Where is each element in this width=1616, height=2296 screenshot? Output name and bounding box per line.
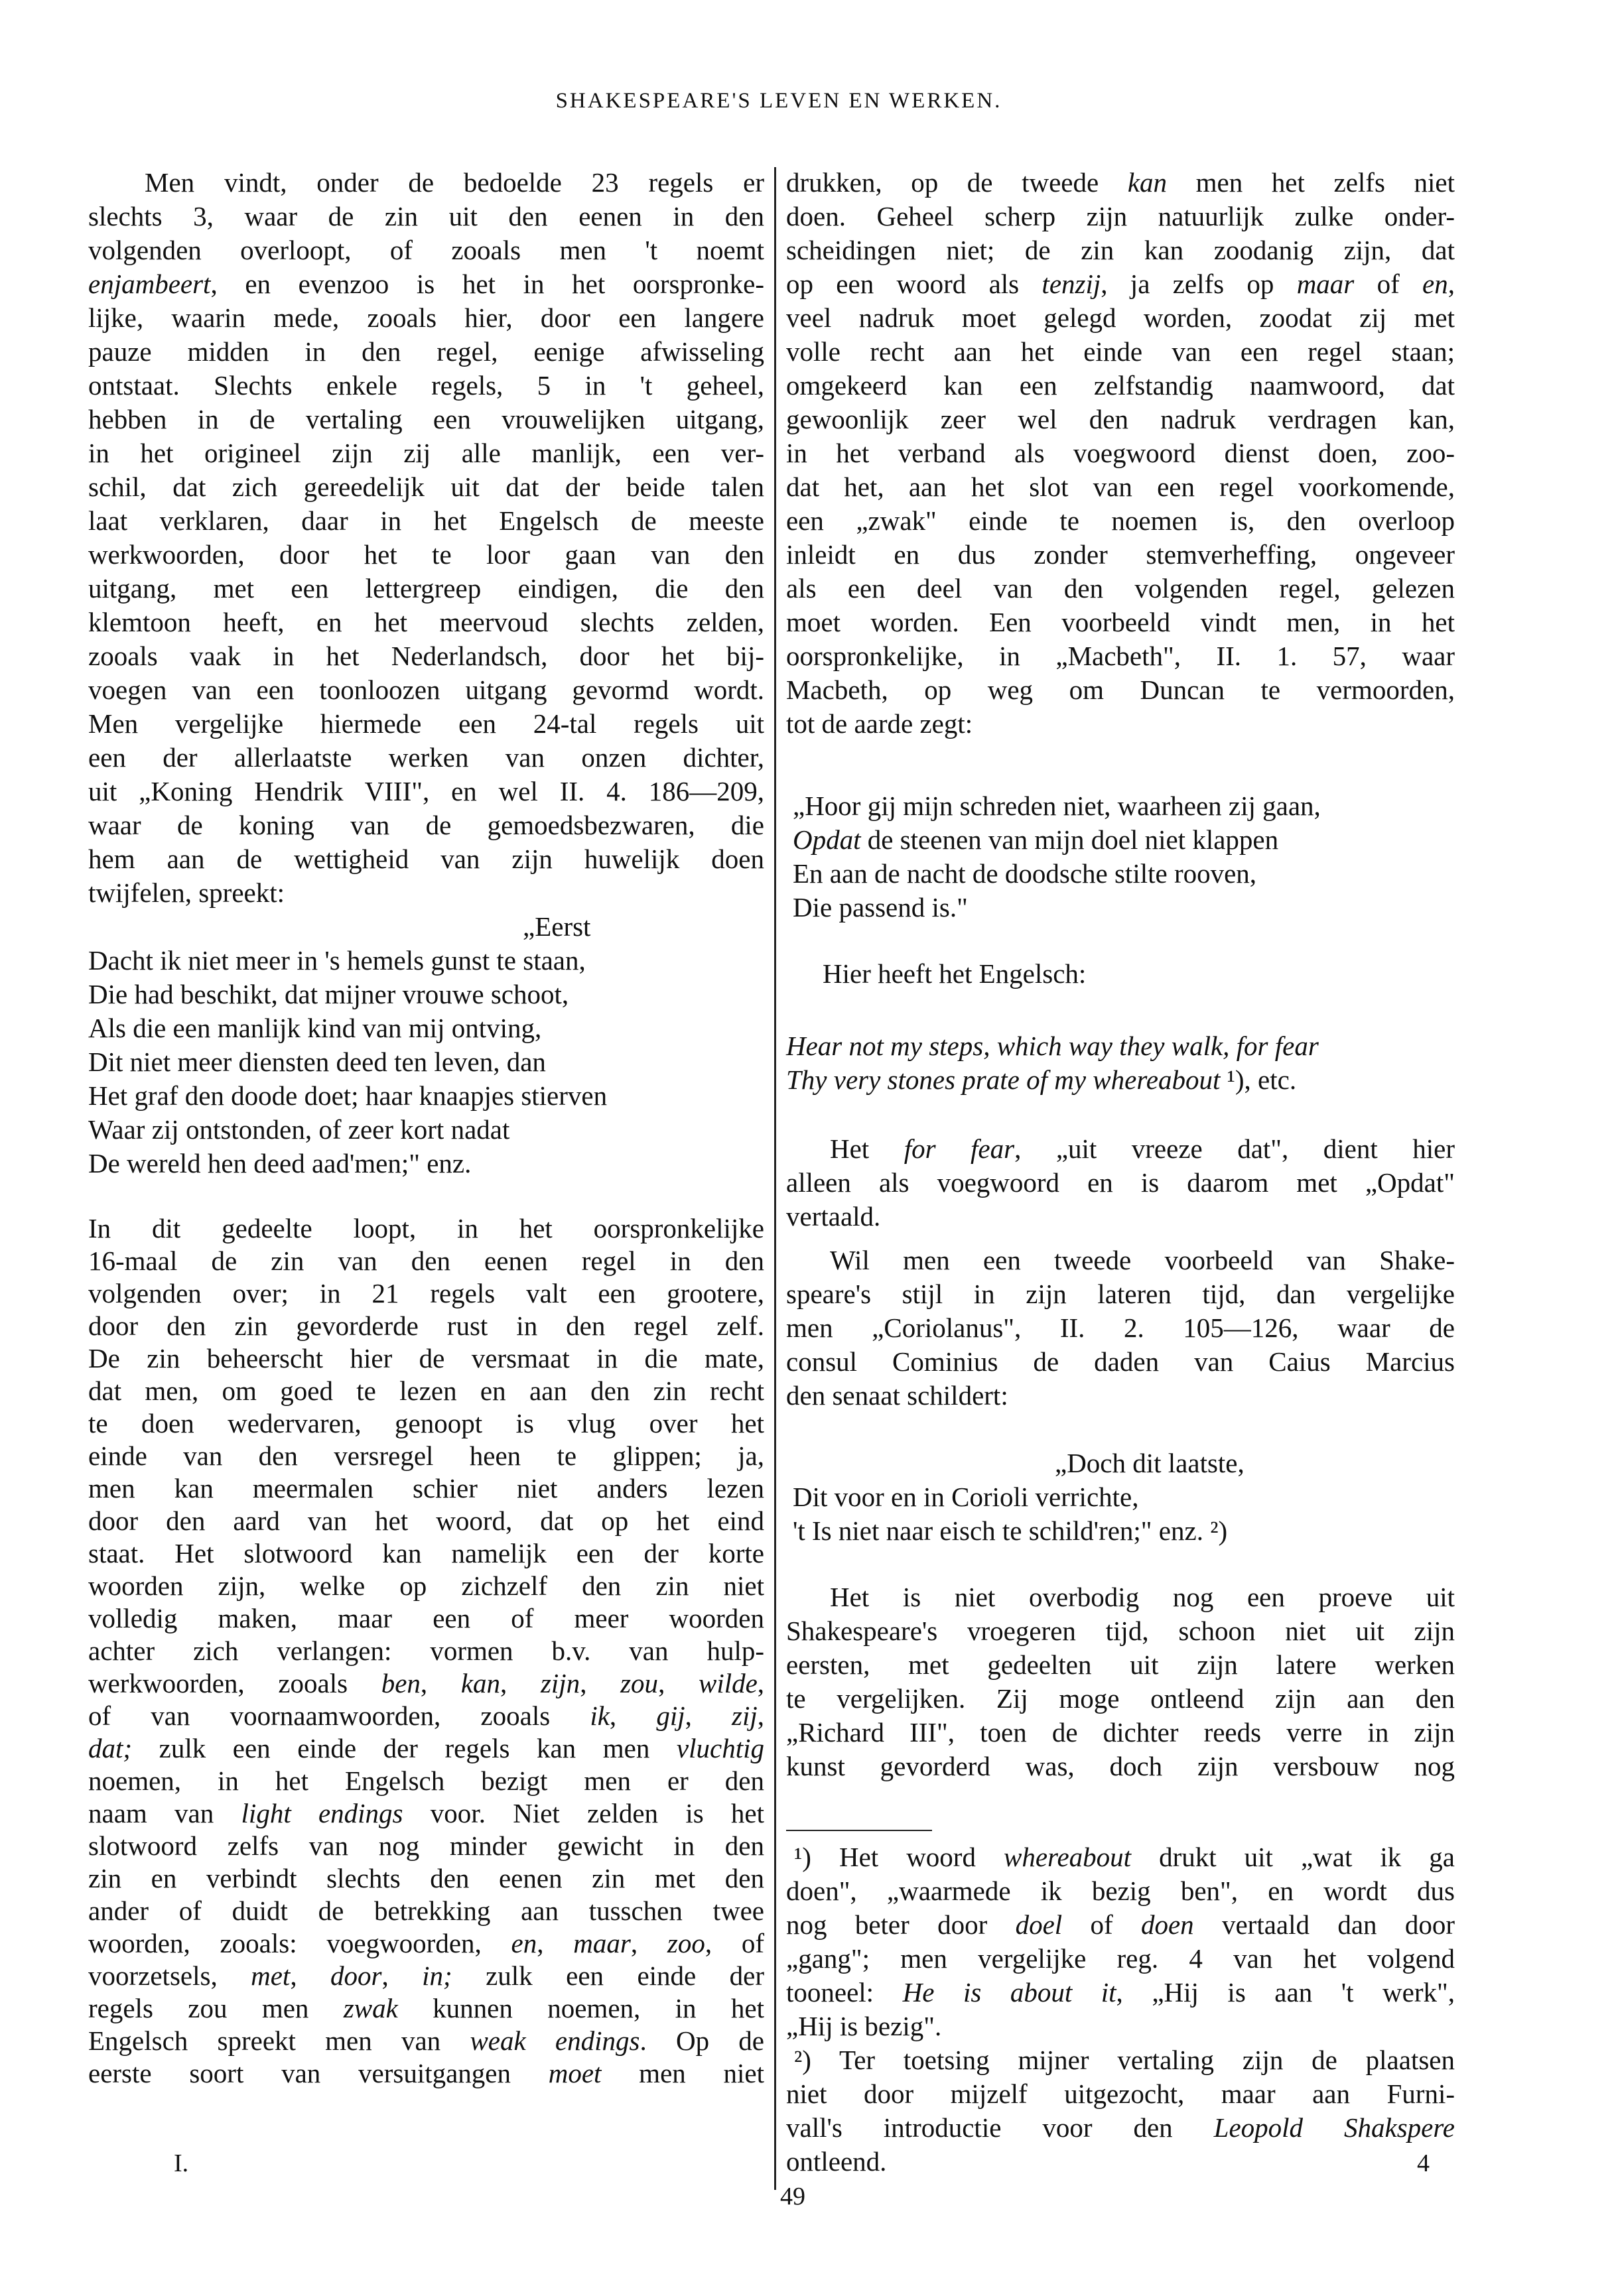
text-line [786,1277,1455,1311]
text-segment: doen. Geheel scherp zijn natuurlijk zulke onder- [786,201,1455,231]
paragraph [786,166,1455,741]
text-line [786,673,1455,707]
text-segment: Shakespeare's vroegeren tijd, schoon niet uit zijn [786,1616,1455,1646]
text-segment: den senaat schildert: [786,1380,1008,1411]
text-line [88,504,764,538]
italic-segment: Opdat [793,824,861,855]
text-line [88,2025,764,2057]
text-segment: volle recht aan het einde van een regel staan; [786,336,1455,367]
text-segment: door den aard van het woord, dat op het eind [88,1505,764,1536]
text-segment: de steenen van mijn doel niet klappen [860,824,1279,855]
text-segment: men „Coriolanus", II. 2. 105—126, waar de [786,1312,1455,1343]
text-line [88,403,764,436]
italic-segment: Hear not my steps, which way they walk, for fear [786,1031,1319,1061]
text-segment: , [580,1668,621,1698]
text-segment: als een deel van den volgenden regel, gelezen [786,573,1455,604]
italic-segment: tenzij [1042,269,1101,299]
text-line [88,741,764,775]
text-line [786,1840,1455,1874]
text-line [786,2009,1455,2043]
text-segment: naam van [88,1798,241,1828]
text-segment: woorden, zooals: voegwoorden, [88,1928,511,1958]
text-segment: moet worden. Een voorbeeld vindt men, in het [786,607,1455,637]
text-segment: ¹) Het woord [794,1842,1004,1872]
paragraph [88,1212,764,2090]
text-line [786,403,1455,436]
text-segment: volledig maken, maar een of meer woorden [88,1603,764,1633]
text-line [786,2145,1455,2179]
italic-segment: en [1422,269,1448,299]
text-segment: uitgang, met een lettergreep eindigen, die den [88,573,764,604]
text-segment: tot de aarde zegt: [786,708,973,739]
text-segment: dat het, aan het slot van een regel voorkomende, [786,472,1455,502]
text-line [786,166,1455,200]
text-segment: ander of duidt de betrekking aan tusschen twee [88,1895,764,1926]
text-segment: , en evenzoo is het in het oorspronke- [210,269,764,299]
text-segment: of [1062,1909,1141,1940]
text-line [786,470,1455,504]
text-segment: slechts 3, waar de zin uit den eenen in den [88,201,764,231]
text-segment: te doen wedervaren, genoopt is vlug over het [88,1408,764,1438]
text-segment: niet door mijzelf uitgezocht, maar aan Furni- [786,2078,1455,2109]
text-segment: staat. Het slotwoord kan namelijk een der korte [88,1538,764,1568]
italic-segment: zwak [343,1993,398,2023]
text-segment: voorzetsels, [88,1960,251,1991]
text-segment: oorspronkelijke, in „Macbeth", II. 1. 57, waar [786,641,1455,671]
text-segment: , [381,1960,423,1991]
italic-segment: Thy very stones prate of my whereabout [786,1064,1221,1095]
text-line [786,233,1455,267]
text-line [786,2077,1455,2111]
text-line [88,369,764,403]
text-segment: eerste soort van versuitgangen [88,2058,549,2088]
italic-segment: wilde [698,1668,758,1698]
paragraph [786,1132,1455,1234]
text-line [88,1440,764,1472]
page-number: 49 [780,2183,805,2210]
text-segment: , [500,1668,541,1698]
text-segment: , [658,1668,699,1698]
verse-line: „Eerst [523,911,591,942]
italic-segment: doen [1140,1909,1194,1940]
italic-segment: light endings [241,1798,403,1828]
italic-segment: zou [620,1668,659,1698]
text-segment: men niet [601,2058,764,2088]
text-line [793,789,1455,823]
text-line [88,1570,764,1602]
text-segment: laat verklaren, daar in het Engelsch de meeste [88,505,764,536]
italic-segment: door [330,1960,382,1991]
paragraph [88,166,764,910]
text-line [88,1113,764,1147]
text-segment: Als die een manlijk kind van mij ontving, [88,1013,542,1043]
text-line [786,1132,1455,1166]
text-line [88,707,764,741]
text-segment: regels zou men [88,1993,344,2023]
text-line: Hier heeft het Engelsch: [823,958,1087,989]
text-line [88,1342,764,1375]
text-segment: zulk een einde der [452,1960,764,1991]
text-segment: ontstaat. Slechts enkele regels, 5 in 't geheel, [88,370,764,401]
text-segment: zulk een einde der regels kan men [132,1733,677,1763]
text-segment: Macbeth, op weg om Duncan te vermoorden, [786,674,1455,705]
text-line [88,233,764,267]
text-line [88,166,764,200]
text-segment: werkwoorden, zooals [88,1668,381,1698]
italic-segment: whereabout [1003,1842,1132,1872]
text-line [88,944,764,978]
text-segment: woorden zijn, welke op zichzelf den zin niet [88,1570,764,1601]
text-line [786,1311,1455,1345]
text-line [88,1310,764,1342]
italic-segment: kan [460,1668,501,1698]
text-segment: , [537,1928,574,1958]
text-line [88,1079,764,1113]
text-line [786,1874,1455,1908]
text-segment: waar de koning van de gemoedsbezwaren, die [88,810,764,840]
text-line [88,1797,764,1830]
text-line [88,1830,764,1862]
italic-segment: weak endings [470,2025,640,2056]
text-segment: door den zin gevorderde rust in den regel zelf. [88,1310,764,1341]
text-segment: werkwoorden, door het te loor gaan van den [88,539,764,570]
text-segment: hebben in de vertaling een vrouwelijken uitgang, [88,404,764,434]
text-segment: , [290,1960,330,1991]
italic-segment: ik [590,1700,610,1731]
text-line [88,267,764,301]
text-segment: eersten, met gedeelten uit zijn latere werken [786,1649,1455,1680]
text-segment: in het origineel zijn zij alle manlijk, een ver- [88,438,764,468]
text-line [88,1505,764,1537]
text-segment: inleidt en dus zonder stemverheffing, ongeveer [786,539,1455,570]
text-segment: veel nadruk moet gelegd worden, zoodat zij met [786,302,1455,333]
text-segment: Het graf den doode doet; haar knaapjes stierven [88,1080,608,1111]
left-column [88,166,764,2090]
text-line [88,1765,764,1797]
footnote-2 [786,2043,1455,2179]
text-segment: Die had beschikt, dat mijner vrouwe schoot, [88,979,569,1009]
text-segment: pauze midden in den regel, eenige afwisseling [88,336,764,367]
text-line [88,1245,764,1277]
text-segment: op een woord als [786,269,1042,299]
text-line [786,1614,1455,1648]
text-line [786,1716,1455,1750]
text-line [88,470,764,504]
text-segment: kunnen noemen, in het [397,1993,764,2023]
text-line [786,301,1455,335]
italic-segment: en [511,1928,537,1958]
text-segment: voegen van een toonloozen uitgang gevormd wordt. [88,674,764,705]
text-segment: . Op de [640,2025,765,2056]
text-line [88,808,764,842]
text-line [88,1147,764,1180]
text-line [786,606,1455,639]
text-segment: men kan meermalen schier niet anders lezen [88,1473,764,1503]
text-line [793,1480,1455,1514]
text-line [88,673,764,707]
text-line [786,504,1455,538]
text-segment: Men vergelijke hiermede een 24-tal regels uit [88,708,764,739]
text-segment: volgenden overloopt, of zooals men 't noemt [88,235,764,265]
text-line [88,1277,764,1310]
italic-segment: zijn [540,1668,580,1698]
text-segment: , „uit vreeze dat", dient hier [1014,1133,1455,1164]
text-line [786,1244,1455,1277]
text-segment: omgekeerd kan een zelfstandig naamwoord, dat [786,370,1455,401]
text-segment: Die passend is." [793,892,968,923]
italic-segment: vluchtig [676,1733,764,1763]
text-line [786,1166,1455,1200]
text-line [786,1682,1455,1716]
text-segment: , „Hij is aan 't werk", [1116,1977,1455,2008]
italic-segment: met [251,1960,291,1991]
text-line [793,823,1455,857]
text-segment: , ja zelfs op [1101,269,1297,299]
text-segment: achter zich verlangen: vormen b.v. van hulp- [88,1635,764,1666]
text-segment: ¹), etc. [1220,1064,1297,1095]
text-line [88,1375,764,1407]
text-segment: hem aan de wettigheid van zijn huwelijk doen [88,844,764,874]
text-line [786,200,1455,233]
text-segment: een „zwak" einde te noemen is, den overloop [786,505,1455,536]
text-line [786,1029,1455,1063]
text-line [88,842,764,876]
text-segment: twijfelen, spreekt: [88,877,285,908]
text-segment: noemen, in het Engelsch bezigt men er den [88,1765,764,1796]
text-segment: drukken, op de tweede [786,167,1128,198]
text-line [786,639,1455,673]
text-line [88,572,764,606]
text-line [88,538,764,572]
text-line [88,1212,764,1245]
text-line [786,267,1455,301]
intro-line [786,957,1455,991]
text-segment: een der allerlaatste werken van onzen dichter, [88,742,764,773]
text-line [88,1667,764,1700]
text-line [88,1992,764,2025]
text-segment: Dacht ik niet meer in 's hemels gunst te staan, [88,945,586,976]
italic-segment: gij [656,1700,685,1731]
text-segment: Wil men een tweede voorbeeld van Shake- [830,1245,1455,1275]
text-line [786,335,1455,369]
text-line [786,1750,1455,1783]
text-segment: of van voornaamwoorden, zooals [88,1700,590,1731]
italic-segment: moet [548,2058,602,2088]
text-line [88,1011,764,1045]
italic-segment: maar [573,1928,631,1958]
text-line [786,2111,1455,2145]
text-line [786,1200,1455,1234]
text-line [88,1602,764,1635]
text-segment: , [757,1700,765,1731]
paragraph [786,1244,1455,1413]
text-line [88,335,764,369]
text-segment: scheidingen niet; de zin kan zoodanig zijn, dat [786,235,1455,265]
text-segment: Men vindt, onder de bedoelde 23 regels er [145,167,764,198]
italic-segment: He is about it [902,1977,1116,2008]
text-line [88,639,764,673]
text-line [786,436,1455,470]
text-segment: lijke, waarin mede, zooals hier, door een langere [88,302,764,333]
verse-line: „Doch dit laatste, [1055,1448,1245,1478]
text-segment: , [685,1700,732,1731]
text-line [786,1976,1455,2009]
text-line [786,1063,1455,1097]
text-line [786,1942,1455,1976]
text-segment: vertaald. [786,1201,881,1232]
verse-quote [786,1446,1455,1548]
text-segment: of [1354,269,1423,299]
text-line [88,1960,764,1992]
text-segment: En aan de nacht de doodsche stilte rooven, [793,858,1257,889]
text-segment: Dit voor en in Corioli verrichte, [793,1482,1139,1512]
verse-lines [88,944,764,1180]
text-segment: volgenden over; in 21 regels valt een grootere, [88,1278,764,1308]
text-line [88,200,764,233]
italic-segment: doel [1015,1909,1063,1940]
text-segment: in het verband als voegwoord dienst doen, zoo- [786,438,1455,468]
text-line [88,775,764,808]
text-segment: gewoonlijk zeer wel den nadruk verdragen kan, [786,404,1455,434]
text-segment: , [757,1668,765,1698]
verse-quote [88,910,764,1180]
italic-segment: for fear [904,1133,1015,1164]
italic-segment: zij [732,1700,758,1731]
text-segment: voor. Niet zelden is het [403,1798,765,1828]
text-segment: zooals vaak in het Nederlandsch, door het bij- [88,641,764,671]
text-segment: , of [705,1928,764,1958]
text-segment: drukt uit „wat ik ga [1131,1842,1455,1872]
text-segment: uit „Koning Hendrik VIII", en wel II. 4. 186—209, [88,776,764,806]
footnote-rule [786,1830,932,1831]
paragraph [786,1580,1455,1783]
text-segment: speare's stijl in zijn lateren tijd, dan vergelijke [786,1279,1455,1309]
text-segment: 16-maal de zin van den eenen regel in den [88,1245,764,1276]
text-line [88,1700,764,1732]
italic-segment: kan [1127,167,1168,198]
text-line [786,369,1455,403]
text-line [88,2057,764,2090]
text-line [88,978,764,1011]
text-line [88,1537,764,1570]
right-column [786,166,1455,2179]
text-line [88,1045,764,1079]
italic-segment: Leopold Shakspere [1213,2112,1455,2143]
column-divider [774,167,776,2190]
text-segment: schil, dat zich gereedelijk uit dat der beide talen [88,472,764,502]
text-segment: slotwoord zelfs van nog minder gewicht in den [88,1830,764,1861]
text-line [88,1472,764,1505]
text-segment: De zin beheerscht hier de versmaat in die mate, [88,1343,764,1373]
text-line [786,1580,1455,1614]
text-segment: Het is niet overbodig nog een proeve uit [830,1582,1455,1612]
text-segment: 't Is niet naar eisch te schild'ren;" enz. ²) [793,1515,1228,1546]
english-quote [786,1029,1455,1097]
text-line [793,857,1455,891]
text-segment: Waar zij ontstonden, of zeer kort nadat [88,1114,510,1145]
italic-segment: maar [1296,269,1355,299]
text-segment: „gang"; men vergelijke reg. 4 van het volgend [786,1943,1455,1974]
text-line [786,2043,1455,2077]
text-segment: te vergelijken. Zij moge ontleend zijn aan den [786,1683,1455,1714]
text-segment: „Hij is bezig". [786,2011,942,2041]
text-segment: In dit gedeelte loopt, in het oorspronkelijke [88,1213,764,1244]
text-segment: kunst gevorderd was, doch zijn versbouw nog [786,1751,1455,1781]
text-line [88,436,764,470]
text-line [786,538,1455,572]
italic-segment: zoo [667,1928,705,1958]
text-segment: , [420,1668,461,1698]
text-segment: ontleend. [786,2146,887,2177]
text-segment: ²) Ter toetsing mijner vertaling zijn de plaatsen [794,2045,1455,2075]
text-line [786,707,1455,741]
text-segment: einde van den versregel heen te glippen; ja, [88,1440,764,1471]
text-line [88,1732,764,1765]
text-line [786,1345,1455,1379]
italic-segment: in; [422,1960,452,1991]
text-segment: consul Cominius de daden van Caius Marcius [786,1346,1455,1377]
text-segment: , [609,1700,657,1731]
text-line [793,891,1455,925]
text-line [88,606,764,639]
text-segment: zin en verbindt slechts den eenen zin met den [88,1863,764,1893]
verse-lines [793,1480,1455,1548]
text-line [88,1862,764,1895]
text-segment: „Hoor gij mijn schreden niet, waarheen zij gaan, [793,791,1321,821]
text-segment: Engelsch spreekt men van [88,2025,470,2056]
text-segment: „Richard III", toen de dichter reeds verre in zijn [786,1717,1455,1748]
text-segment: vertaald dan door [1193,1909,1455,1940]
text-segment: dat men, om goed te lezen en aan den zin recht [88,1375,764,1406]
italic-segment: enjambeert [88,269,211,299]
text-segment: Dit niet meer diensten deed ten leven, dan [88,1047,546,1077]
italic-segment: ben [381,1668,421,1698]
running-title: SHAKESPEARE'S LEVEN EN WERKEN. [555,89,1002,113]
text-line [88,876,764,910]
text-segment: men het zelfs niet [1167,167,1455,198]
sheet-number: 4 [1417,2149,1430,2177]
text-segment: klemtoon heeft, en het meervoud slechts zelden, [88,607,764,637]
text-line [88,1927,764,1960]
text-segment: , [630,1928,667,1958]
text-segment: doen", „waarmede ik bezig ben", en wordt dus [786,1876,1455,1906]
text-line [786,1379,1455,1413]
text-line [786,572,1455,606]
text-segment: , [1448,269,1455,299]
text-line [88,1635,764,1667]
text-segment: Het [830,1133,904,1164]
text-line [793,1514,1455,1548]
text-segment: De wereld hen deed aad'men;" enz. [88,1148,472,1179]
verse-quote [786,789,1455,925]
text-line [88,1407,764,1440]
text-segment: nog beter door [786,1909,1016,1940]
text-line [88,301,764,335]
text-segment: tooneel: [786,1977,903,2008]
text-line [88,1895,764,1927]
footnote-1 [786,1840,1455,2043]
text-line [786,1908,1455,1942]
text-line [786,1648,1455,1682]
text-segment: alleen als voegwoord en is daarom met „Opdat" [786,1167,1455,1198]
italic-segment: dat; [88,1733,133,1763]
text-segment: vall's introductie voor den [786,2112,1214,2143]
signature-mark: I. [174,2149,189,2177]
